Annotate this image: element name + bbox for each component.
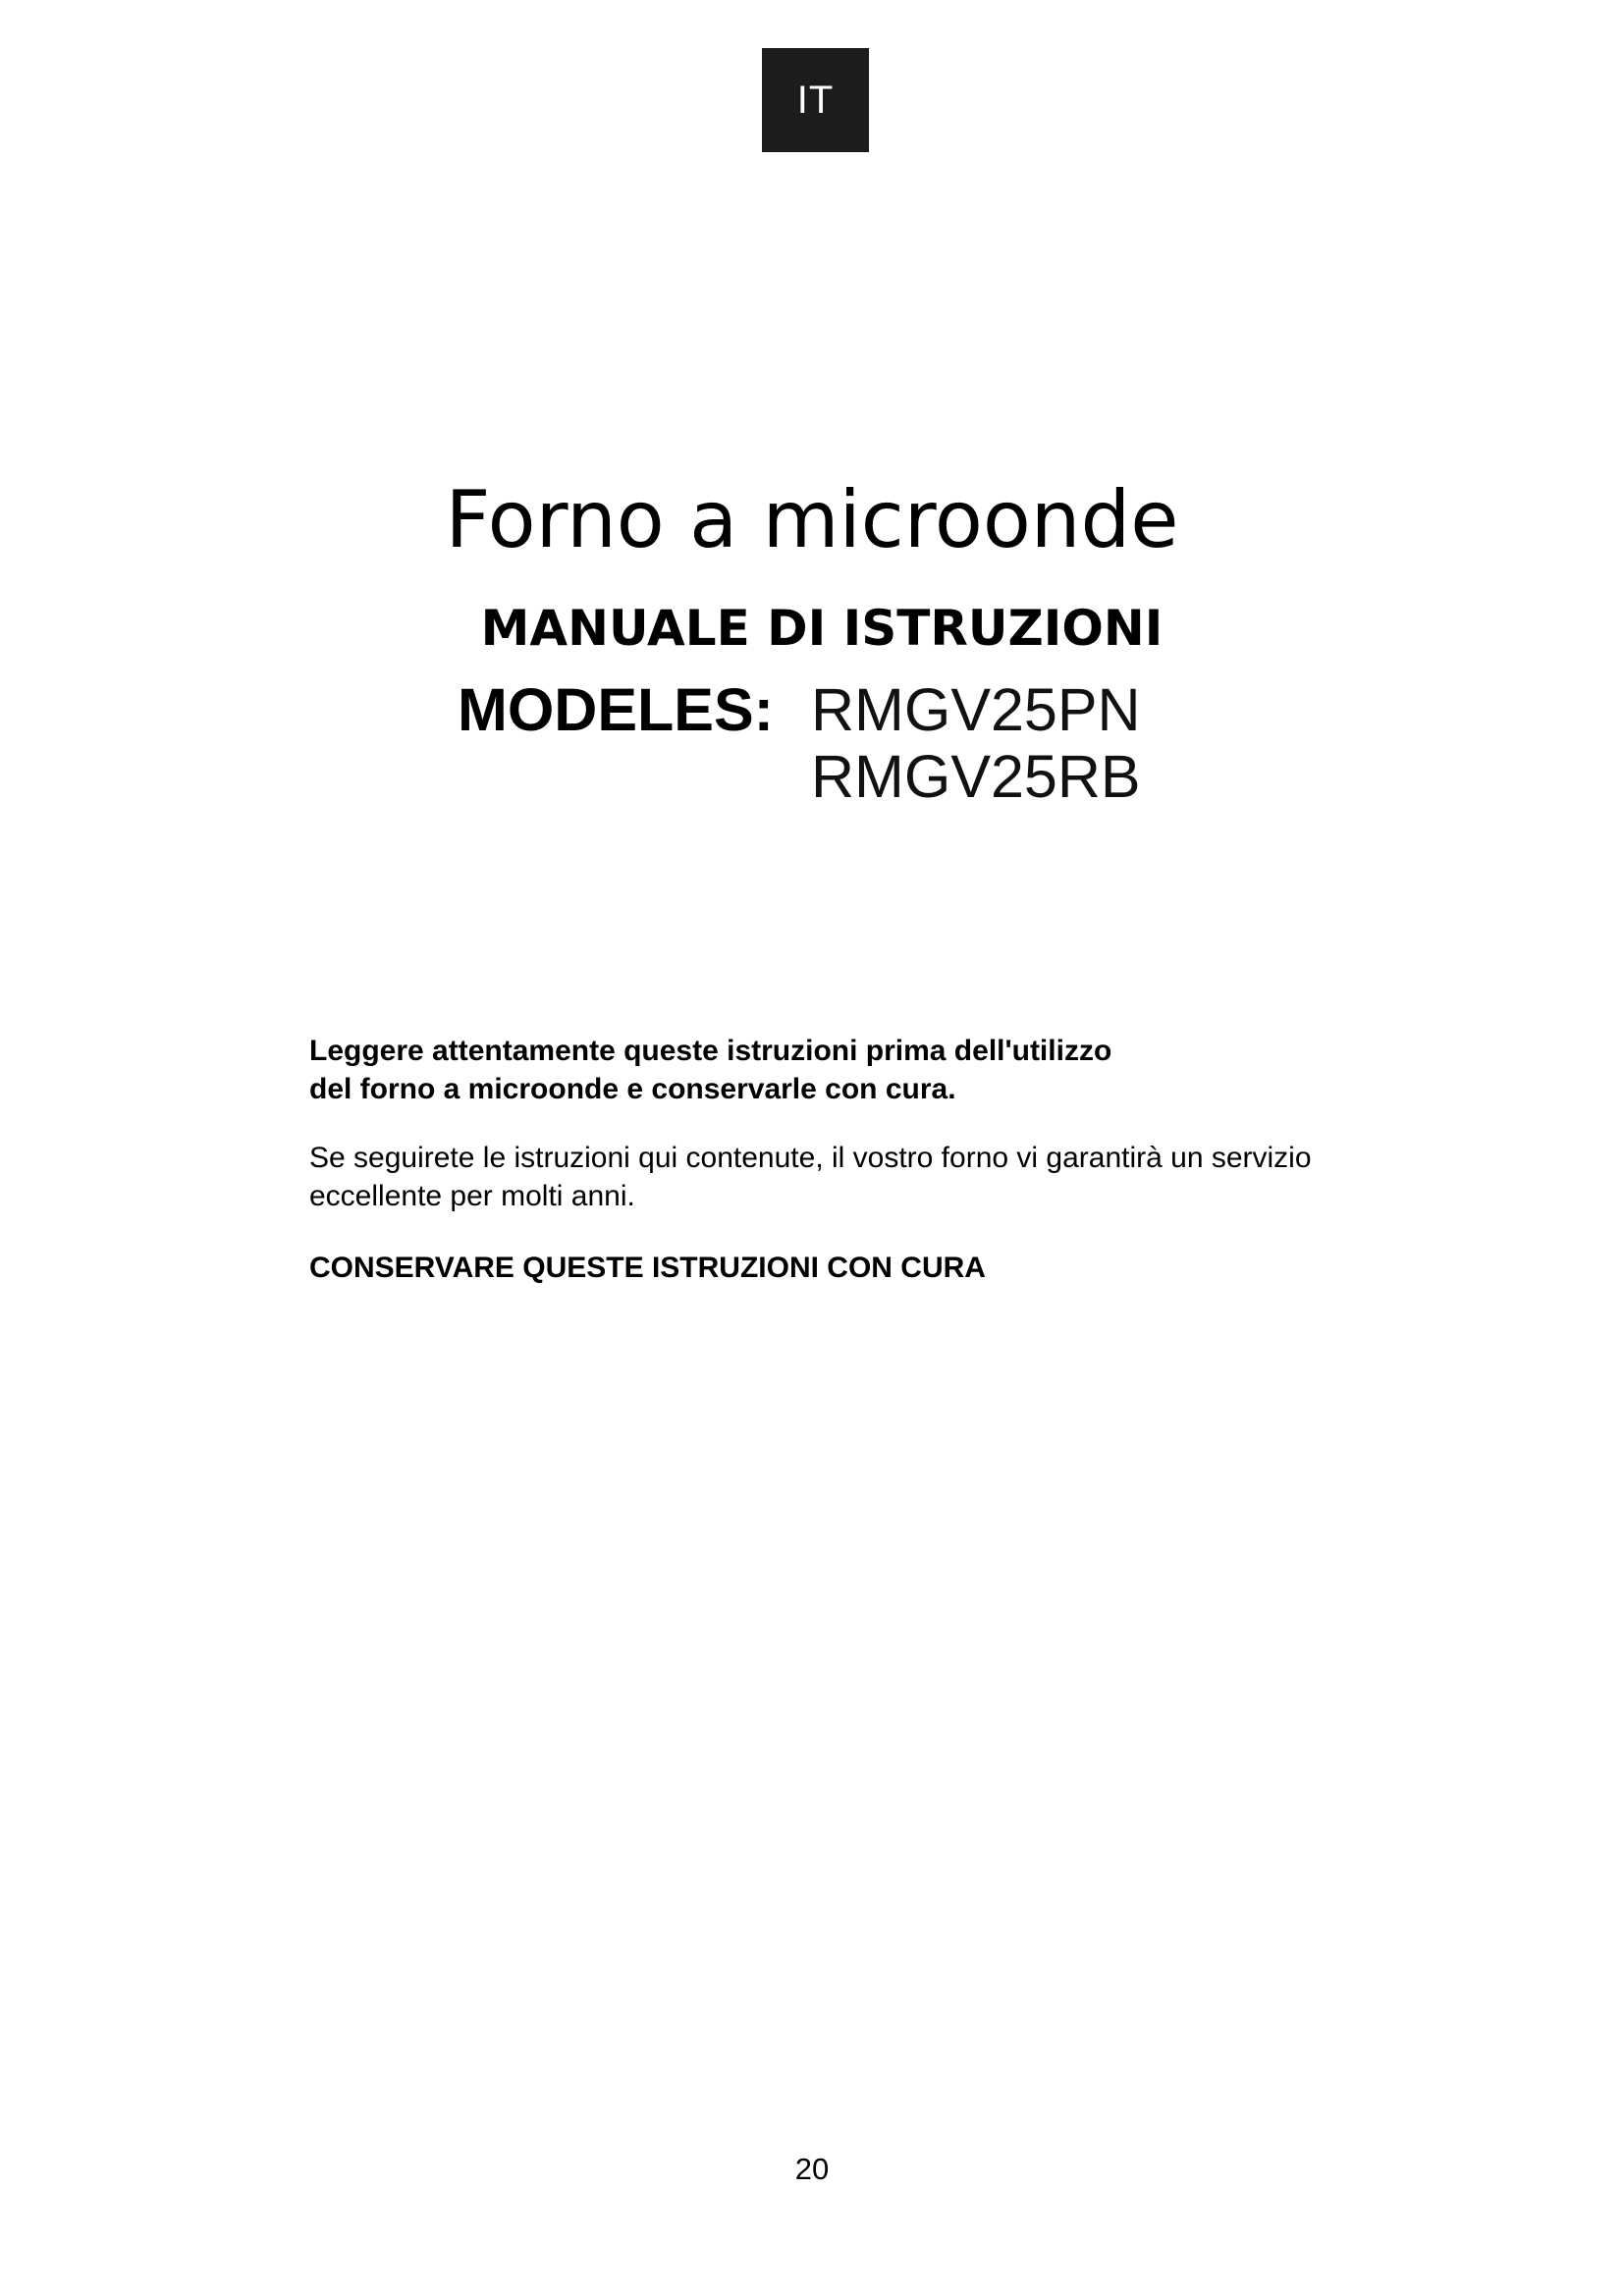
read-instructions-notice	[309, 1032, 1419, 1108]
notice-line: CONSERVARE QUESTE ISTRUZIONI CON CURA	[309, 1252, 986, 1284]
service-paragraph	[309, 1139, 1419, 1215]
paragraph-line: Se seguirete le istruzioni qui contenute, il vostro forno vi garantirà un servizio	[309, 1142, 1312, 1174]
document-subtitle: MANUALE DI ISTRUZIONI	[480, 600, 1164, 657]
paragraph-line: eccellente per molti anni.	[309, 1180, 635, 1212]
models-label: MODELES:	[458, 676, 774, 743]
model-code: RMGV25PN	[811, 676, 1141, 743]
page-number: 20	[794, 2152, 830, 2186]
notice-line: del forno a microonde e conservarle con cura.	[309, 1073, 956, 1105]
language-badge: IT	[762, 48, 869, 152]
model-code: RMGV25RB	[811, 743, 1141, 810]
keep-instructions-notice	[309, 1249, 1419, 1287]
notice-line: Leggere attentamente queste istruzioni prima dell'utilizzo	[309, 1035, 1112, 1067]
document-title: Forno a microonde	[445, 474, 1179, 565]
